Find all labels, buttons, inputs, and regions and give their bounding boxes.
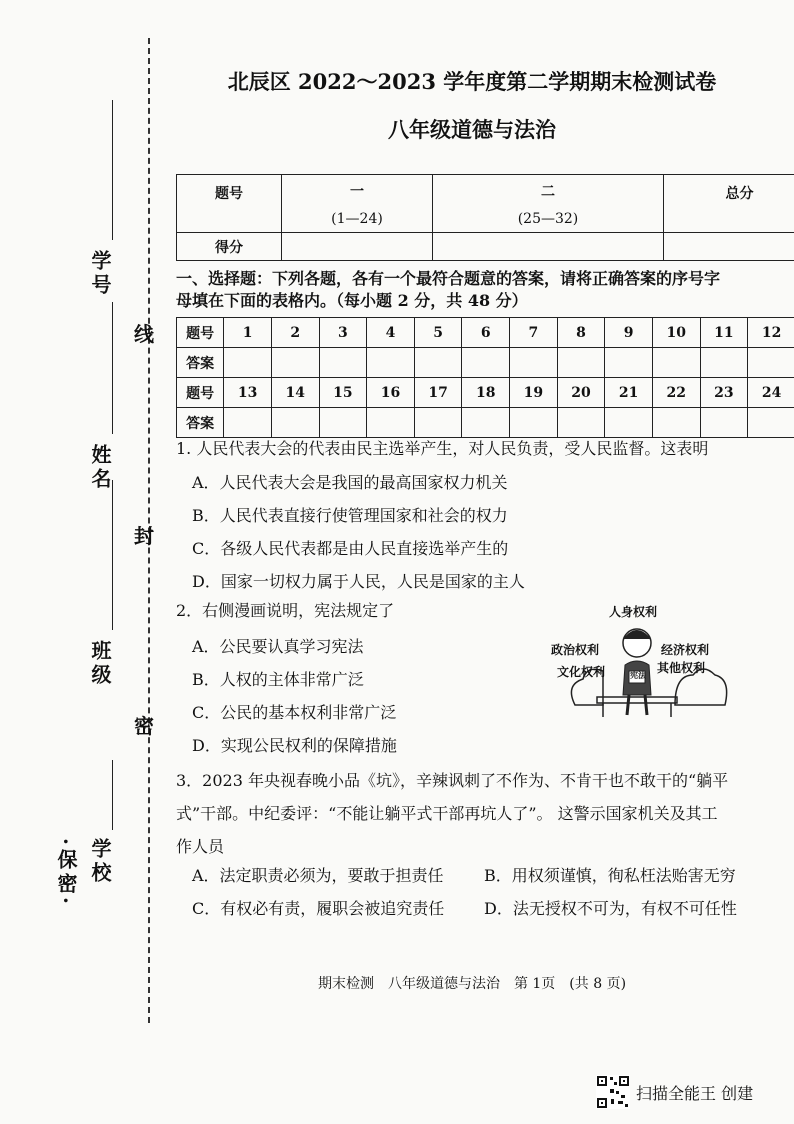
question-number: 7 (510, 318, 558, 348)
question-number: 11 (700, 318, 748, 348)
question-number: 13 (224, 378, 272, 408)
student-no-field-line (112, 100, 113, 240)
answer-table-ans-label: 答案 (177, 348, 224, 378)
name-field-line (112, 302, 113, 434)
question-number: 22 (652, 378, 700, 408)
school-label: 学校 (88, 838, 112, 886)
question-number: 8 (557, 318, 605, 348)
page-footer: 期末检测 八年级道德与法治 第 1页 (共 8 页) (317, 976, 627, 992)
answer-cell[interactable] (652, 408, 700, 438)
score-table-total: 总分 (664, 175, 794, 233)
answer-cell[interactable] (748, 348, 794, 378)
exam-title: 北辰区 2022～2023 学年度第二学期期末检测试卷 (227, 69, 717, 94)
answer-cell[interactable] (319, 408, 367, 438)
answer-table-num-label: 题号 (177, 378, 224, 408)
question-number: 24 (748, 378, 794, 408)
class-field-line (112, 480, 113, 630)
seal-char-xian: 线 (134, 322, 154, 346)
score-cell[interactable] (282, 233, 433, 261)
answer-cell[interactable] (271, 348, 319, 378)
class-label: 班级 (88, 640, 112, 688)
question-2-option-d: D．实现公民权利的保障措施 (192, 736, 397, 755)
answer-cell[interactable] (414, 348, 462, 378)
rights-cartoon (545, 605, 745, 725)
question-number: 16 (367, 378, 415, 408)
question-number: 5 (414, 318, 462, 348)
answer-cell[interactable] (605, 348, 653, 378)
answer-cell[interactable] (605, 408, 653, 438)
score-cell[interactable] (664, 233, 794, 261)
question-1-option-a: A．人民代表大会是我国的最高国家权力机关 (192, 473, 508, 492)
cartoon-label-political: 政治权利 (551, 643, 600, 657)
cartoon-label-constitution: 宪法 (630, 671, 646, 680)
answer-cell[interactable] (462, 348, 510, 378)
answer-cell[interactable] (271, 408, 319, 438)
question-1-option-b: B．人民代表直接行使管理国家和社会的权力 (192, 506, 508, 525)
answer-cell[interactable] (224, 408, 272, 438)
name-label: 姓名 (88, 444, 112, 492)
score-table-section1: 一 (1—24) (282, 175, 433, 233)
cartoon-label-economic: 经济权利 (661, 643, 710, 657)
answer-cell[interactable] (367, 408, 415, 438)
question-number: 12 (748, 318, 794, 348)
score-table-score-label: 得分 (177, 233, 282, 261)
question-3-option-a: A．法定职责必须为，要敢于担责任 (192, 866, 444, 885)
answer-cell[interactable] (557, 408, 605, 438)
score-cell[interactable] (433, 233, 664, 261)
answer-cell[interactable] (700, 348, 748, 378)
question-number: 14 (271, 378, 319, 408)
question-number: 10 (652, 318, 700, 348)
question-number: 1 (224, 318, 272, 348)
scanner-watermark (596, 1075, 753, 1109)
score-table-header: 题号 (177, 175, 282, 233)
question-number: 4 (367, 318, 415, 348)
answer-cell[interactable] (367, 348, 415, 378)
question-2-option-c: C．公民的基本权利非常广泛 (192, 703, 397, 722)
answer-cell[interactable] (510, 348, 558, 378)
question-3-option-b: B．用权须谨慎，徇私枉法贻害无穷 (484, 866, 736, 885)
answer-cell[interactable] (319, 348, 367, 378)
confidential-label: ·保密· (54, 838, 78, 908)
question-number: 20 (557, 378, 605, 408)
answer-cell[interactable] (462, 408, 510, 438)
question-number: 9 (605, 318, 653, 348)
scanner-text: 扫描全能王 创建 (636, 1083, 754, 1103)
school-field-line (112, 760, 113, 830)
seal-char-feng: 封 (134, 524, 154, 548)
student-no-label: 学号 (88, 250, 112, 298)
answer-cell[interactable] (557, 348, 605, 378)
cartoon-label-cultural: 文化权利 (557, 665, 606, 679)
question-1-option-c: C．各级人民代表都是由人民直接选举产生的 (192, 539, 509, 558)
cartoon-label-personal: 人身权利 (609, 605, 658, 619)
answer-table-num-label: 题号 (177, 318, 224, 348)
question-number: 23 (700, 378, 748, 408)
question-number: 19 (510, 378, 558, 408)
question-number: 2 (271, 318, 319, 348)
exam-subtitle: 八年级道德与法治 (388, 117, 556, 142)
cartoon-label-other: 其他权利 (657, 661, 706, 675)
question-number: 21 (605, 378, 653, 408)
question-1-stem: 1. 人民代表大会的代表由民主选举产生，对人民负责，受人民监督。这表明 (176, 439, 709, 458)
question-2-stem: 2．右侧漫画说明，宪法规定了 (176, 601, 395, 620)
answer-table-ans-label: 答案 (177, 408, 224, 438)
answer-cell[interactable] (652, 348, 700, 378)
question-3-stem: 3．2023 年央视春晚小品《坑》，辛辣讽刺了不作为、不肯干也不敢干的“躺平 式”干部。中纪委评：“不能让躺平式干部再坑人了”。 这警示国家机关及其工 作人员 (176, 771, 729, 856)
question-number: 3 (319, 318, 367, 348)
answer-cell[interactable] (510, 408, 558, 438)
seal-char-mi: 密 (134, 714, 154, 738)
section1-instructions: 一、选择题：下列各题，各有一个最符合题意的答案，请将正确答案的序号字 母填在下面的表格内。（每小题 2 分，共 48 分） (176, 269, 721, 310)
answer-cell[interactable] (748, 408, 794, 438)
answer-cell[interactable] (224, 348, 272, 378)
score-table (176, 174, 794, 261)
question-number: 18 (462, 378, 510, 408)
question-1-option-d: D．国家一切权力属于人民，人民是国家的主人 (192, 572, 525, 591)
question-number: 6 (462, 318, 510, 348)
question-number: 15 (319, 378, 367, 408)
qr-code-icon (596, 1075, 630, 1109)
question-number: 17 (414, 378, 462, 408)
question-2-option-a: A．公民要认真学习宪法 (192, 637, 364, 656)
question-2-option-b: B．人权的主体非常广泛 (192, 670, 364, 689)
answer-table (176, 317, 794, 438)
answer-cell[interactable] (414, 408, 462, 438)
score-table-section2: 二 (25—32) (433, 175, 664, 233)
question-3-option-c: C．有权必有责，履职会被追究责任 (192, 899, 445, 918)
question-3-option-d: D．法无授权不可为，有权不可任性 (484, 899, 737, 918)
answer-cell[interactable] (700, 408, 748, 438)
